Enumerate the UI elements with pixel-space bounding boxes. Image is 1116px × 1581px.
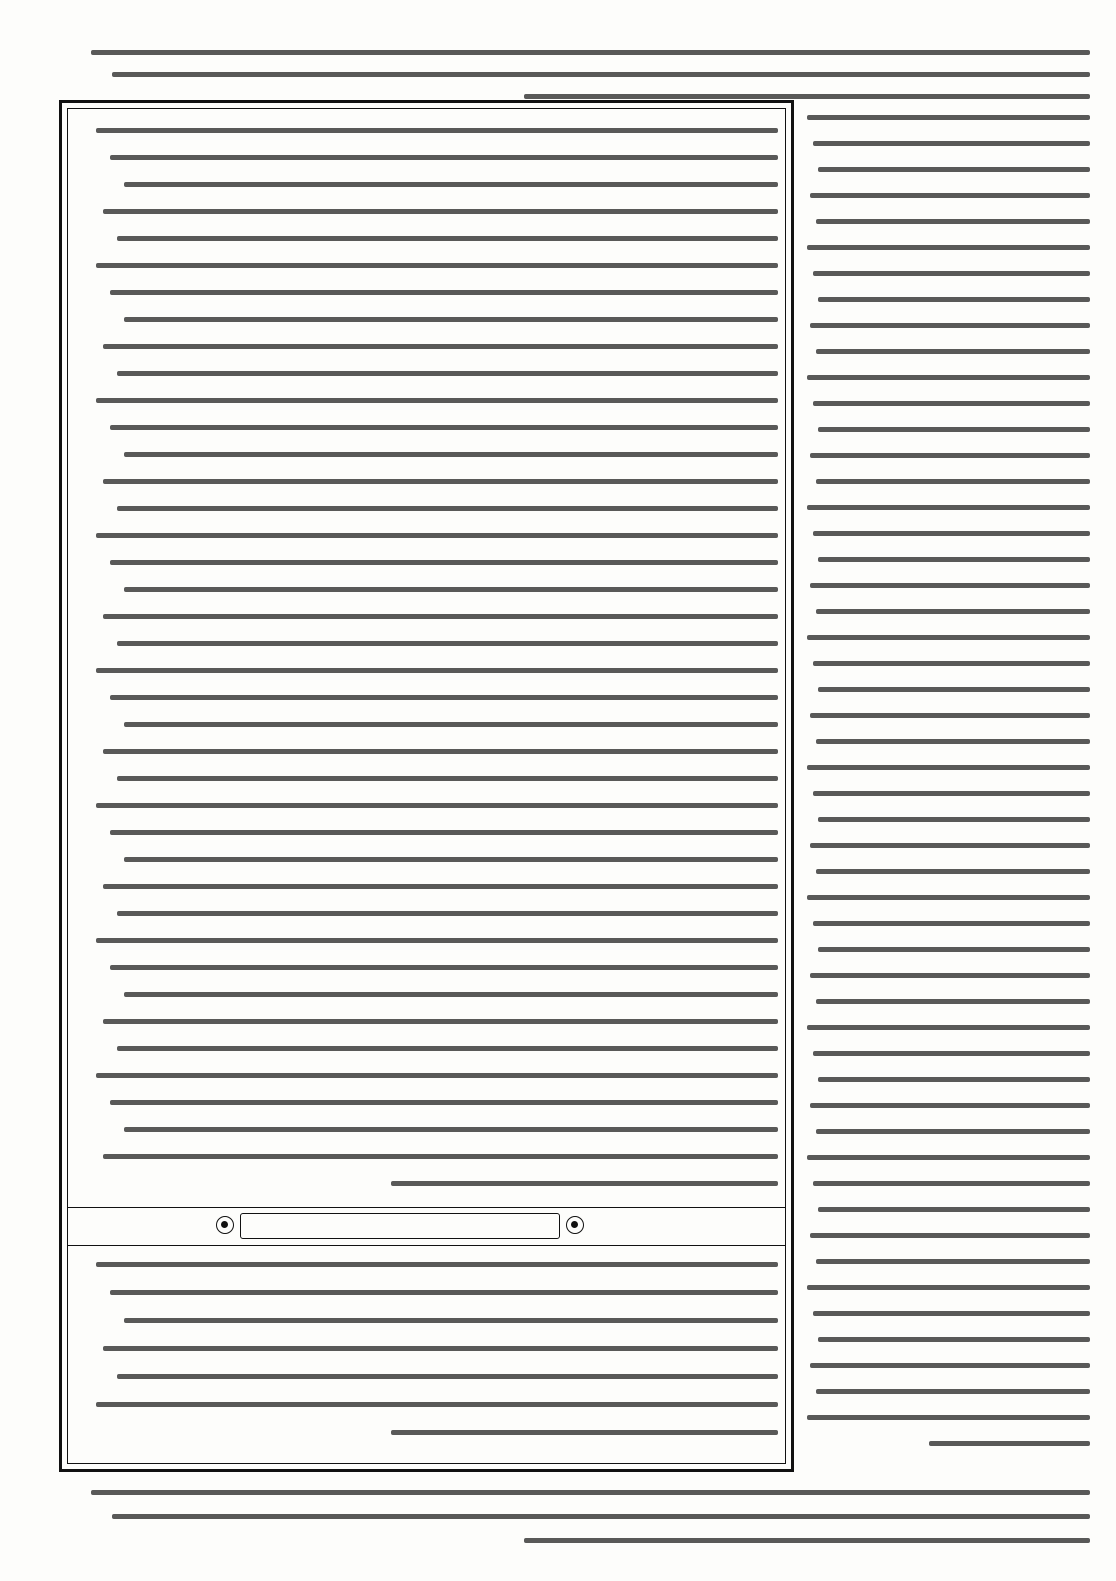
text-line bbox=[816, 349, 1090, 354]
text-line bbox=[813, 1051, 1090, 1056]
text-line bbox=[117, 911, 778, 916]
text-line bbox=[96, 533, 778, 538]
margin-commentary bbox=[798, 105, 1090, 1465]
text-line bbox=[816, 1389, 1090, 1394]
text-line bbox=[96, 1262, 778, 1267]
text-lines bbox=[798, 105, 1090, 1465]
text-line bbox=[818, 557, 1090, 562]
text-line bbox=[816, 1259, 1090, 1264]
text-lines bbox=[60, 40, 1090, 102]
text-line bbox=[818, 1077, 1090, 1082]
text-line bbox=[807, 245, 1090, 250]
text-line bbox=[810, 1103, 1090, 1108]
text-line bbox=[810, 843, 1090, 848]
text-line bbox=[813, 401, 1090, 406]
text-line bbox=[816, 869, 1090, 874]
text-line bbox=[117, 371, 778, 376]
text-line bbox=[96, 1402, 778, 1407]
text-line bbox=[929, 1441, 1090, 1446]
text-line bbox=[124, 317, 778, 322]
text-line bbox=[816, 219, 1090, 224]
text-line bbox=[816, 479, 1090, 484]
top-text-block bbox=[60, 40, 1090, 102]
text-line bbox=[524, 1538, 1091, 1543]
text-line bbox=[96, 1073, 778, 1078]
text-line bbox=[96, 398, 778, 403]
text-line bbox=[110, 965, 778, 970]
text-line bbox=[818, 687, 1090, 692]
text-line bbox=[391, 1430, 778, 1435]
text-line bbox=[124, 722, 778, 727]
text-line bbox=[124, 992, 778, 997]
text-line bbox=[117, 506, 778, 511]
text-line bbox=[818, 817, 1090, 822]
text-line bbox=[810, 713, 1090, 718]
text-line bbox=[117, 1374, 778, 1379]
chapter-rule-bottom bbox=[67, 1245, 786, 1246]
text-line bbox=[124, 182, 778, 187]
text-line bbox=[91, 1490, 1090, 1495]
text-line bbox=[96, 128, 778, 133]
text-lines bbox=[75, 118, 778, 1208]
text-line bbox=[110, 1290, 778, 1295]
text-line bbox=[103, 614, 778, 619]
text-line bbox=[813, 661, 1090, 666]
text-line bbox=[103, 209, 778, 214]
text-line bbox=[807, 505, 1090, 510]
text-line bbox=[117, 641, 778, 646]
text-line bbox=[96, 938, 778, 943]
text-line bbox=[810, 1363, 1090, 1368]
text-line bbox=[524, 94, 1091, 99]
text-line bbox=[816, 739, 1090, 744]
text-line bbox=[124, 452, 778, 457]
text-line bbox=[807, 765, 1090, 770]
text-line bbox=[818, 1207, 1090, 1212]
text-line bbox=[813, 531, 1090, 536]
text-line bbox=[103, 1019, 778, 1024]
text-line bbox=[818, 947, 1090, 952]
text-line bbox=[112, 1514, 1091, 1519]
ornament-left-icon bbox=[216, 1216, 234, 1234]
text-line bbox=[103, 1154, 778, 1159]
text-line bbox=[110, 560, 778, 565]
text-line bbox=[110, 425, 778, 430]
text-line bbox=[124, 1127, 778, 1132]
text-line bbox=[807, 1155, 1090, 1160]
text-line bbox=[807, 115, 1090, 120]
text-line bbox=[807, 635, 1090, 640]
text-line bbox=[103, 1346, 778, 1351]
text-line bbox=[807, 895, 1090, 900]
text-line bbox=[103, 344, 778, 349]
text-line bbox=[807, 1285, 1090, 1290]
chapter-title bbox=[240, 1213, 560, 1239]
text-line bbox=[807, 375, 1090, 380]
text-line bbox=[818, 167, 1090, 172]
text-line bbox=[813, 921, 1090, 926]
text-line bbox=[110, 1100, 778, 1105]
text-line bbox=[816, 1129, 1090, 1134]
text-line bbox=[96, 668, 778, 673]
text-line bbox=[813, 791, 1090, 796]
text-line bbox=[810, 1233, 1090, 1238]
text-line bbox=[810, 583, 1090, 588]
text-line bbox=[124, 1318, 778, 1323]
text-line bbox=[110, 830, 778, 835]
text-line bbox=[103, 749, 778, 754]
text-line bbox=[103, 884, 778, 889]
text-lines bbox=[60, 1480, 1090, 1550]
text-line bbox=[117, 1046, 778, 1051]
text-line bbox=[816, 609, 1090, 614]
text-line bbox=[96, 263, 778, 268]
text-line bbox=[807, 1025, 1090, 1030]
text-line bbox=[807, 1415, 1090, 1420]
text-line bbox=[96, 803, 778, 808]
main-text-block bbox=[75, 118, 778, 1208]
text-line bbox=[810, 193, 1090, 198]
text-line bbox=[813, 1181, 1090, 1186]
text-line bbox=[810, 323, 1090, 328]
text-line bbox=[112, 72, 1091, 77]
text-line bbox=[117, 776, 778, 781]
text-line bbox=[117, 236, 778, 241]
chapter-text-block bbox=[75, 1252, 778, 1457]
text-line bbox=[124, 857, 778, 862]
text-line bbox=[110, 155, 778, 160]
text-line bbox=[810, 973, 1090, 978]
text-line bbox=[813, 141, 1090, 146]
text-lines bbox=[75, 1252, 778, 1457]
text-line bbox=[818, 297, 1090, 302]
text-line bbox=[818, 1337, 1090, 1342]
chapter-rule-top bbox=[67, 1207, 786, 1208]
text-line bbox=[391, 1181, 778, 1186]
text-line bbox=[810, 453, 1090, 458]
text-line bbox=[813, 1311, 1090, 1316]
text-line bbox=[110, 290, 778, 295]
text-line bbox=[110, 695, 778, 700]
text-line bbox=[813, 271, 1090, 276]
text-line bbox=[103, 479, 778, 484]
ornament-right-icon bbox=[566, 1216, 584, 1234]
text-line bbox=[124, 587, 778, 592]
bottom-text-block bbox=[60, 1480, 1090, 1550]
text-line bbox=[816, 999, 1090, 1004]
text-line bbox=[818, 427, 1090, 432]
text-line bbox=[91, 50, 1090, 55]
